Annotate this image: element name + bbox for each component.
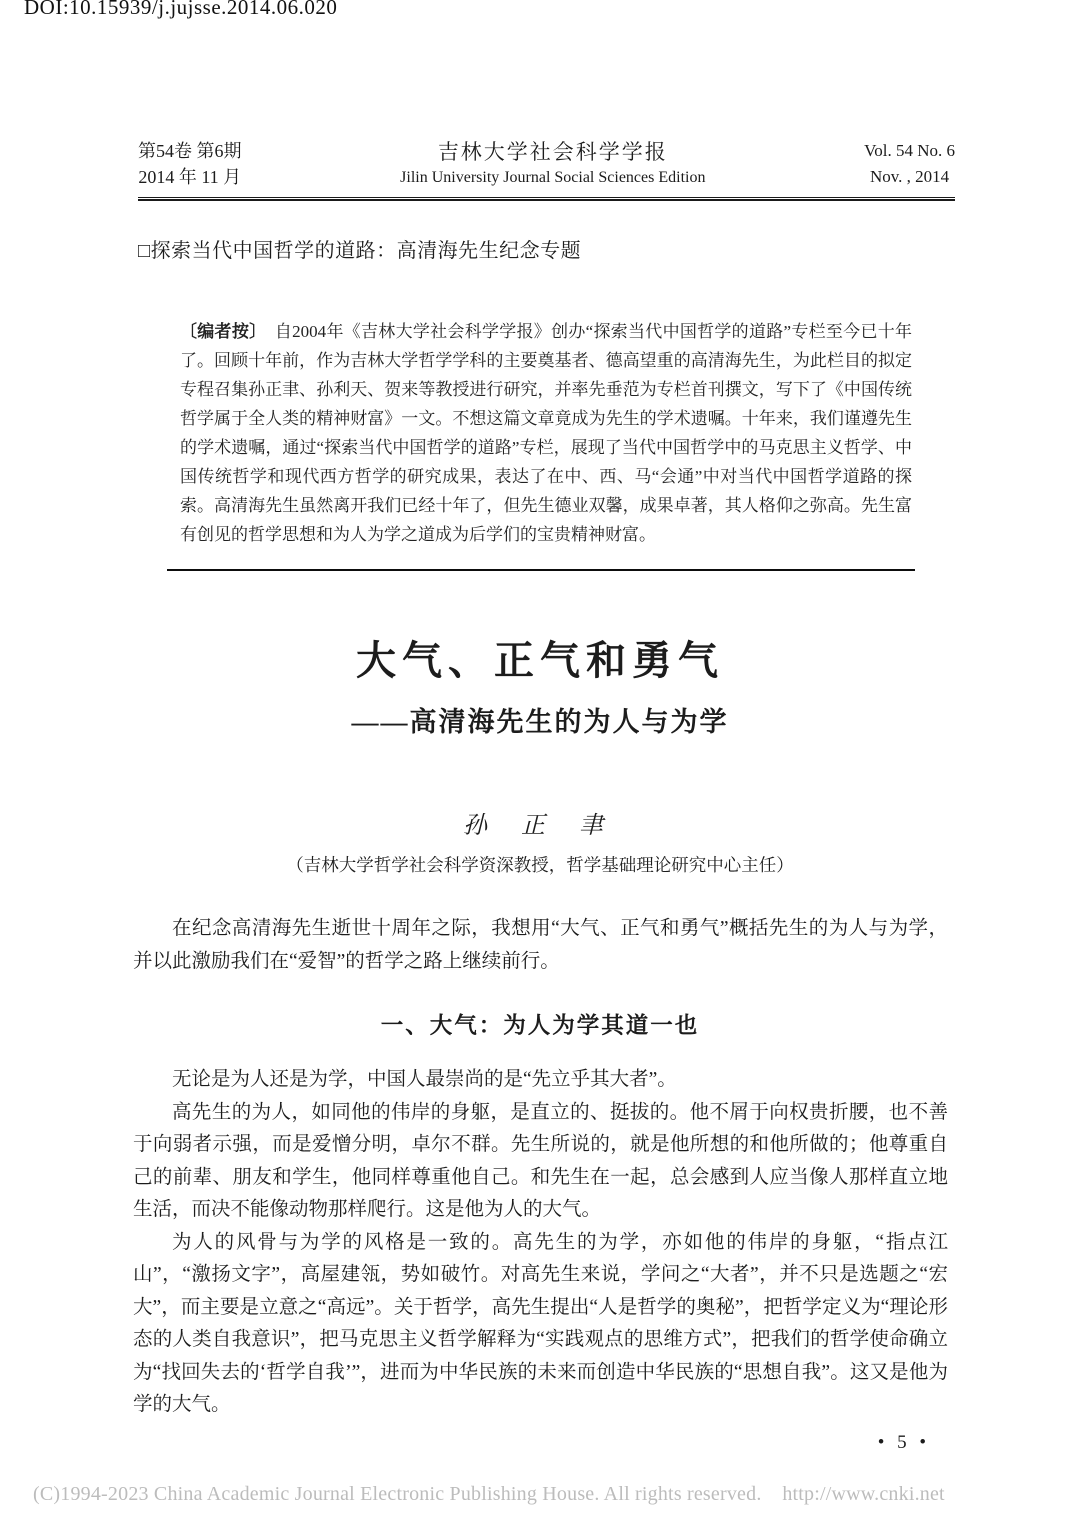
journal-title-cn: 吉林大学社会科学学报 xyxy=(437,140,668,164)
editor-note-label: 〔编者按〕 xyxy=(180,322,267,341)
volume-issue-en: Vol. 54 No. 6 xyxy=(864,141,955,160)
header-volume-issue-en xyxy=(864,138,955,190)
date-en: Nov. , 2014 xyxy=(869,167,950,186)
article-subtitle: ——高清海先生的为人与为学 xyxy=(351,707,729,737)
editor-note xyxy=(180,317,912,549)
journal-title-en: Jilin University Journal Social Sciences Edition xyxy=(400,169,706,186)
editor-note-text: 自2004年《吉林大学社会科学学报》创办“探索当代中国哲学的道路”专栏至今已十年了。回顾十年前，作为吉林大学哲学学科的主要奠基者、德高望重的高清海先生，为此栏目的拟定专程召集孙正聿、孙利天、贺来等教授进行研究，并率先垂范为专栏首刊撰文，写下了《中国传统哲学属于全人类的精神财富》一文。不想这篇文章竟成为先生的学术遗嘱。十年来，我们谨遵先生的学术遗嘱，通过“探索当代中国哲学的道路”专栏，展现了当代中国哲学中的马克思主义哲学、中国传统哲学和现代西方哲学的研究成果，表达了在中、西、马“会通”中对当代中国哲学道路的探索。高清海先生虽然离开我们已经十年了，但先生德业双馨，成果卓著，其人格仰之弥高。先生富有创见的哲学思想和为人为学之道成为后学们的宝贵精神财富。 xyxy=(180,322,913,544)
section-heading-1: 一、大气：为人为学其道一也 xyxy=(380,1013,700,1038)
doi-text: DOI:10.15939/j.jujsse.2014.06.020 xyxy=(24,0,338,19)
header-volume-issue-cn xyxy=(138,138,242,190)
volume-issue-cn: 第54卷 第6期 xyxy=(138,141,242,161)
header-divider-rule xyxy=(138,197,955,201)
body-paragraph-2: 无论是为人还是为学，中国人最崇尚的是“先立乎其大者”。 xyxy=(172,1069,677,1090)
special-column-header: □探索当代中国哲学的道路：高清海先生纪念专题 xyxy=(138,240,582,262)
article-title: 大气、正气和勇气 xyxy=(356,638,724,683)
copyright-footer: (C)1994-2023 China Academic Journal Electronic Publishing House. All rights reserved. http://www.cnki.net xyxy=(33,1483,945,1505)
body-paragraph-1: 在纪念高清海先生逝世十周年之际，我想用“大气、正气和勇气”概括先生的为人与为学，并以此激励我们在“爱智”的哲学之路上继续前行。 xyxy=(133,918,948,972)
date-cn: 2014 年 11 月 xyxy=(138,167,242,187)
journal-header xyxy=(138,138,955,190)
page-number: • 5 • xyxy=(877,1431,930,1453)
body-paragraph-3: 高先生的为人，如同他的伟岸的身躯，是直立的、挺拔的。他不屑于向权贵折腰，也不善于向弱者示强，而是爱憎分明，卓尔不群。先生所说的，就是他所想的和他所做的；他尊重自己的前辈、朋友和学生，他同样尊重他自己。和先生在一起，总会感到人应当像人那样直立地生活，而决不能像动物那样爬行。这是他为人的大气。 xyxy=(133,1101,948,1220)
editor-note-divider-rule xyxy=(167,569,915,571)
body-paragraph-4: 为人的风骨与为学的风格是一致的。高先生的为学，亦如他的伟岸的身躯，“指点江山”，“激扬文字”，高屋建瓴，势如破竹。对高先生来说，学问之“大者”，并不只是选题之“宏大”，而主要是立意之“高远”。关于哲学，高先生提出“人是哲学的奥秘”，把哲学定义为“理论形态的人类自我意识”，把马克思主义哲学解释为“实践观点的思维方式”，把我们的哲学使命确立为“找回失去的‘哲学自我’”，进而为中华民族的未来而创造中华民族的“思想自我”。这又是他为学的大气。 xyxy=(133,1231,948,1415)
author-affiliation: （吉林大学哲学社会科学资深教授，哲学基础理论研究中心主任） xyxy=(286,855,794,875)
author-name: 孙 正 聿 xyxy=(463,813,617,839)
journal-title-block xyxy=(400,138,705,190)
